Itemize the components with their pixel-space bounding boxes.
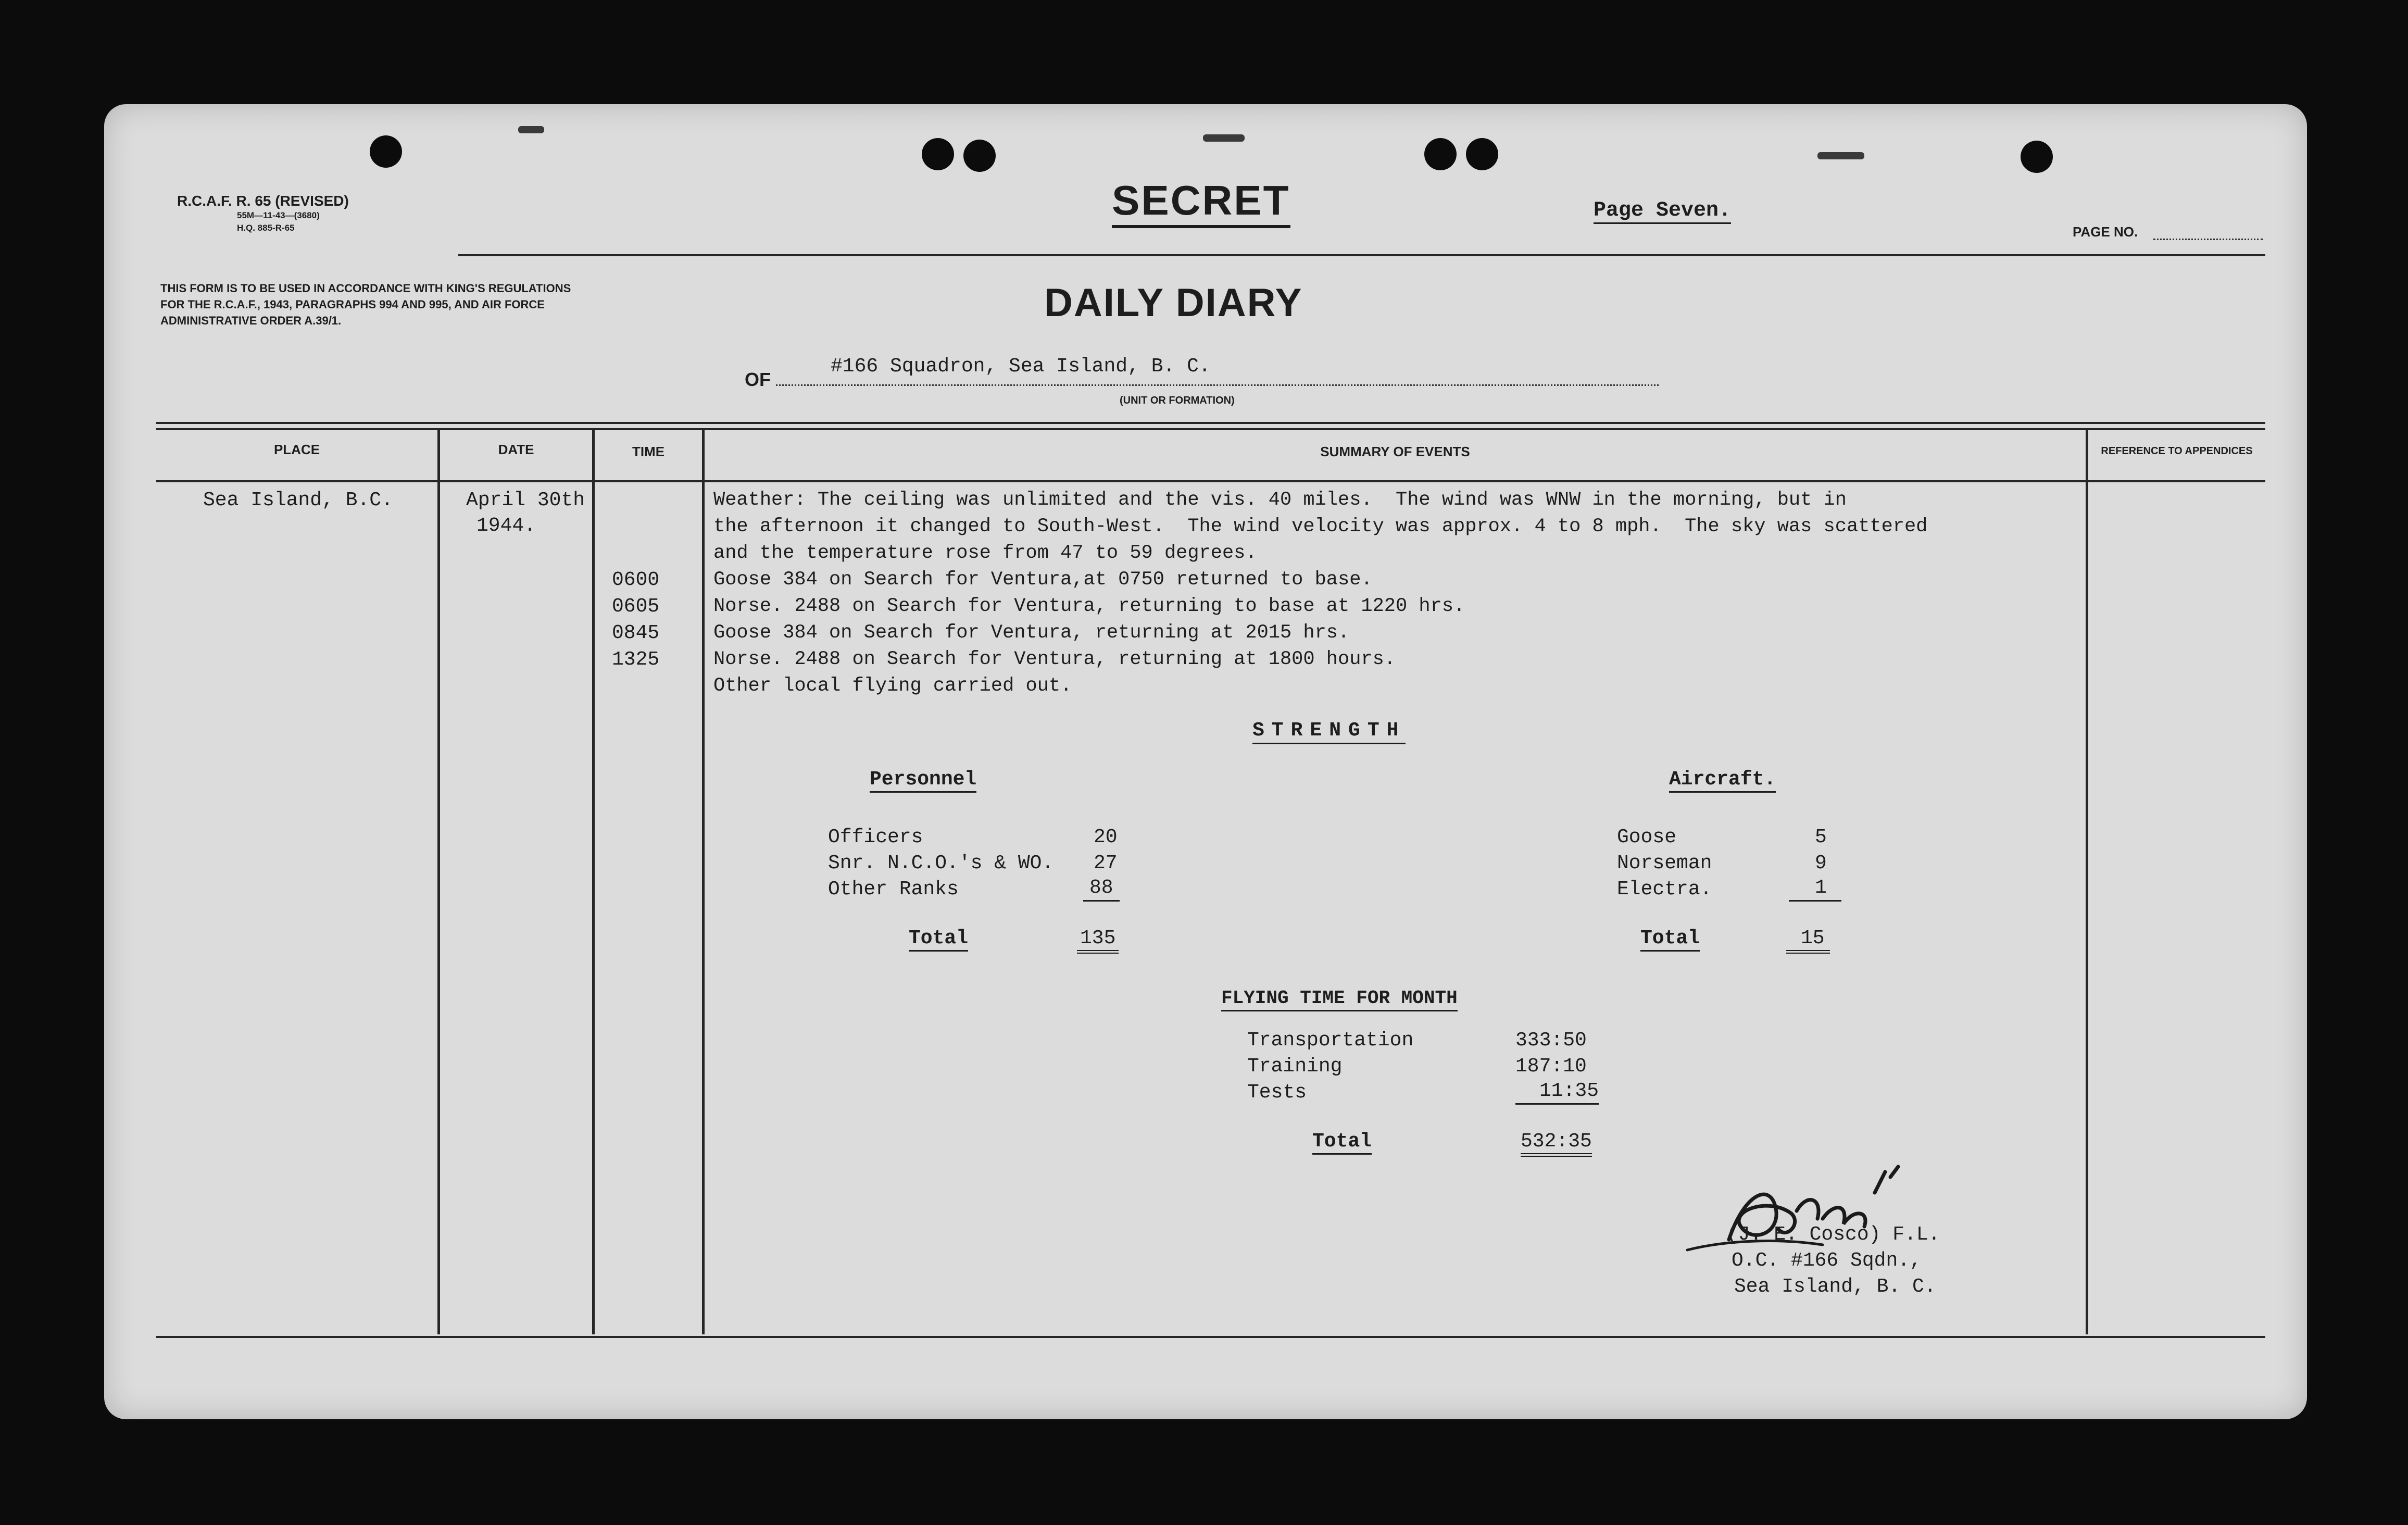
flying-time-label: Transportation	[1247, 1029, 1414, 1052]
flying-time-value: 11:35	[1515, 1079, 1599, 1105]
unit-of-label: OF	[745, 369, 771, 390]
weather-line: Weather: The ceiling was unlimited and the vis. 40 miles. The wind was WNW in the morning, but in	[713, 489, 1847, 511]
column-divider	[702, 428, 705, 1334]
column-divider	[2086, 428, 2088, 1334]
unit-line	[776, 384, 1659, 386]
entry-date-line1: April 30th	[466, 489, 585, 511]
aircraft-label: Norseman	[1617, 852, 1712, 874]
event-text: Norse. 2488 on Search for Ventura, returning to base at 1220 hrs.	[713, 595, 1465, 617]
personnel-label: Officers	[828, 826, 923, 848]
column-header-date: DATE	[498, 442, 534, 457]
event-time: 0845	[612, 622, 660, 644]
flying-time-label: Tests	[1247, 1081, 1307, 1104]
unit-value: #166 Squadron, Sea Island, B. C.	[831, 355, 1211, 378]
form-title: DAILY DIARY	[1044, 281, 1303, 325]
punch-hole	[1424, 138, 1457, 170]
column-header-reference: REFERENCE TO APPENDICES	[2101, 445, 2253, 457]
personnel-label: Snr. N.C.O.'s & WO.	[828, 852, 1054, 874]
flying-time-heading: FLYING TIME FOR MONTH	[1221, 987, 1458, 1011]
table-bottom-rule	[156, 1336, 2265, 1338]
aircraft-value: 9	[1815, 852, 1827, 874]
punch-hole	[963, 140, 996, 172]
event-other: Other local flying carried out.	[713, 675, 1072, 697]
flying-time-value: 187:10	[1515, 1055, 1587, 1078]
flying-time-value: 333:50	[1515, 1029, 1587, 1052]
column-header-place: PLACE	[273, 442, 320, 457]
form-sub-1: 55M—11-43—(3680)	[237, 210, 320, 220]
unit-caption: (UNIT OR FORMATION)	[1120, 395, 1235, 406]
weather-line: and the temperature rose from 47 to 59 degrees.	[713, 542, 1257, 564]
column-header-summary: SUMMARY OF EVENTS	[1320, 444, 1470, 459]
page-no-line	[2153, 239, 2263, 240]
aircraft-total-value: 15	[1786, 927, 1830, 954]
page-no-label: PAGE NO.	[2073, 224, 2138, 240]
aircraft-heading: Aircraft.	[1669, 768, 1776, 793]
punch-hole	[2021, 141, 2053, 173]
table-header-rule	[156, 480, 2265, 482]
flying-time-total-label: Total	[1312, 1130, 1372, 1155]
header-rule	[458, 254, 2265, 256]
column-divider	[592, 428, 595, 1334]
form-identifier	[177, 193, 349, 234]
ink-smudge	[518, 126, 544, 133]
aircraft-value: 5	[1815, 826, 1827, 848]
diary-page	[104, 104, 2307, 1419]
aircraft-value: 1	[1789, 876, 1841, 902]
punch-hole	[370, 135, 402, 168]
column-divider	[437, 428, 440, 1334]
form-sub-2: H.Q. 885-R-65	[237, 223, 295, 233]
aircraft-label: Goose	[1617, 826, 1677, 848]
punch-hole	[1466, 138, 1498, 170]
aircraft-total-label: Total	[1640, 927, 1700, 952]
classification-stamp: SECRET	[1112, 177, 1290, 228]
personnel-label: Other Ranks	[828, 878, 959, 901]
table-top-rule-2	[156, 428, 2265, 430]
entry-place: Sea Island, B.C.	[203, 489, 393, 511]
event-time: 1325	[612, 648, 660, 671]
event-time: 0600	[612, 569, 660, 591]
strength-heading: STRENGTH	[1252, 719, 1406, 744]
personnel-value: 20	[1094, 826, 1118, 848]
event-time: 0605	[612, 595, 660, 618]
flying-time-label: Training	[1247, 1055, 1343, 1078]
signature-location: Sea Island, B. C.	[1734, 1276, 1936, 1298]
personnel-total-label: Total	[909, 927, 968, 952]
page-annotation: Page Seven.	[1594, 199, 1731, 224]
personnel-value: 88	[1083, 876, 1120, 902]
aircraft-label: Electra.	[1617, 878, 1712, 901]
ink-smudge	[1817, 152, 1864, 159]
personnel-value: 27	[1094, 852, 1118, 874]
personnel-heading: Personnel	[870, 768, 976, 793]
table-top-rule	[156, 422, 2265, 424]
signature-role: O.C. #166 Sqdn.,	[1732, 1249, 1922, 1272]
flying-time-total-value: 532:35	[1521, 1130, 1592, 1157]
weather-line: the afternoon it changed to South-West. The wind velocity was approx. 4 to 8 mph. The sky was scattered	[713, 516, 1928, 538]
event-text: Goose 384 on Search for Ventura,at 0750 returned to base.	[713, 569, 1373, 591]
ink-smudge	[1203, 134, 1245, 142]
signature-name: (J. E. Cosco) F.L.	[1726, 1223, 1940, 1246]
entry-date-line2: 1944.	[476, 515, 536, 537]
form-id-text: R.C.A.F. R. 65 (REVISED)	[177, 193, 349, 209]
event-text: Goose 384 on Search for Ventura, returning at 2015 hrs.	[713, 622, 1350, 644]
event-text: Norse. 2488 on Search for Ventura, returning at 1800 hours.	[713, 648, 1396, 670]
column-header-time: TIME	[632, 444, 665, 459]
punch-hole	[922, 138, 954, 170]
personnel-total-value: 135	[1077, 927, 1119, 954]
form-instructions: THIS FORM IS TO BE USED IN ACCORDANCE WITH KING'S REGULATIONS FOR THE R.C.A.F., 1943, PARAGRAPHS 994 AND 995, AND AIR FORCE ADMINISTRATIVE ORDER A.39/1.	[160, 282, 571, 327]
